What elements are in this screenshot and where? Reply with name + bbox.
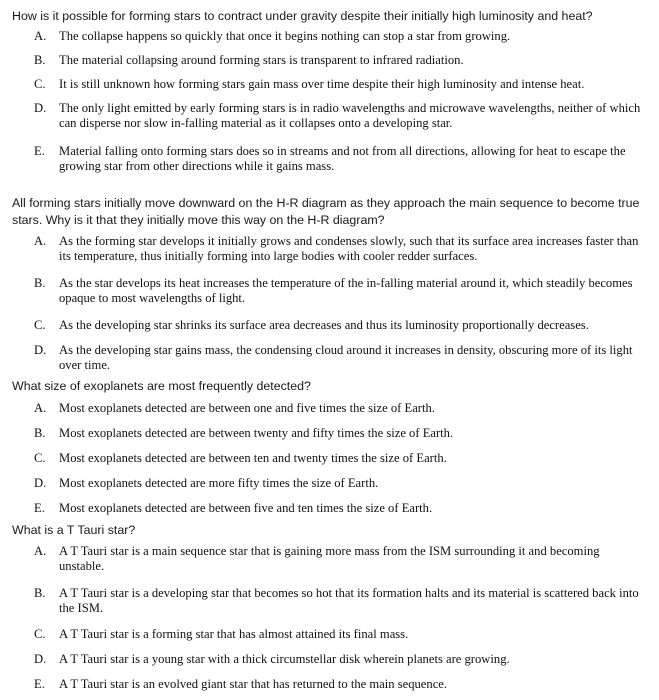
option-letter: D.: [34, 652, 47, 666]
question-3-option-a[interactable]: [34, 401, 645, 416]
question-3-option-c[interactable]: [34, 451, 645, 466]
question-3-option-b[interactable]: [34, 426, 645, 441]
question-2-option-c[interactable]: [34, 318, 645, 333]
option-letter: E.: [34, 677, 45, 691]
option-letter: C.: [34, 77, 46, 91]
option-letter: B.: [34, 53, 46, 67]
option-letter: D.: [34, 101, 47, 115]
question-1-text: How is it possible for forming stars to contract under gravity despite their initially high luminosity and heat?: [12, 9, 593, 23]
option-text: A T Tauri star is a young star with a thick circumstellar disk wherein planets are growing.: [59, 652, 510, 666]
question-1-option-c[interactable]: [34, 77, 645, 92]
option-text: A T Tauri star is a developing star that becomes so hot that its formation halts and its material is scattered back into the ISM.: [59, 586, 639, 615]
option-letter: E.: [34, 501, 45, 515]
option-text: Most exoplanets detected are more fifty times the size of Earth.: [59, 476, 379, 490]
question-4-option-b[interactable]: [34, 586, 645, 616]
question-1-option-d[interactable]: [34, 101, 645, 131]
option-text: As the developing star shrinks its surface area decreases and thus its luminosity proportionally decreases.: [59, 318, 589, 332]
option-letter: A.: [34, 544, 47, 558]
question-2-option-a[interactable]: [34, 234, 645, 264]
option-text: As the forming star develops it initially grows and condenses slowly, such that its surface area increases faster than its temperature, thus initially forming into large bodies with cooler redder surfaces.: [59, 234, 639, 263]
option-letter: D.: [34, 476, 47, 490]
option-text: As the star develops its heat increases the temperature of the in-falling material around it, which steadily becomes opaque to most wavelengths of light.: [59, 276, 633, 305]
option-text: Most exoplanets detected are between twenty and fifty times the size of Earth.: [59, 426, 454, 440]
question-2-option-b[interactable]: [34, 276, 645, 306]
option-text: Material falling onto forming stars does so in streams and not from all directions, allowing for heat to escape the growing star from other directions while it gains mass.: [59, 144, 626, 173]
option-letter: B.: [34, 426, 46, 440]
option-text: As the developing star gains mass, the condensing cloud around it increases in density, obscuring more of its light over time.: [59, 343, 633, 372]
question-1-option-b[interactable]: [34, 53, 645, 68]
question-4-option-a[interactable]: [34, 544, 645, 574]
question-1-option-a[interactable]: [34, 29, 645, 44]
option-letter: B.: [34, 276, 46, 290]
option-letter: E.: [34, 144, 45, 158]
option-letter: C.: [34, 318, 46, 332]
question-4-option-c[interactable]: [34, 627, 645, 642]
question-4-option-e[interactable]: [34, 677, 645, 692]
option-letter: C.: [34, 627, 46, 641]
option-letter: A.: [34, 401, 47, 415]
option-text: The only light emitted by early forming stars is in radio wavelengths and microwave wavelengths, neither of which can disperse nor slow in-falling material as it collapses onto a developing star.: [59, 101, 641, 130]
option-text: Most exoplanets detected are between one and five times the size of Earth.: [59, 401, 435, 415]
question-2-text: All forming stars initially move downward on the H-R diagram as they approach the main sequence to become true stars. Why is it that they initially move this way on the H-R diagram?: [12, 196, 640, 227]
option-letter: A.: [34, 29, 47, 43]
option-text: A T Tauri star is an evolved giant star that has returned to the main sequence.: [59, 677, 448, 691]
option-text: Most exoplanets detected are between ten and twenty times the size of Earth.: [59, 451, 447, 465]
option-text: A T Tauri star is a forming star that has almost attained its final mass.: [59, 627, 409, 641]
question-3-option-d[interactable]: [34, 476, 645, 491]
option-letter: D.: [34, 343, 47, 357]
question-4-option-d[interactable]: [34, 652, 645, 667]
question-2-option-d[interactable]: [34, 343, 645, 373]
option-letter: B.: [34, 586, 46, 600]
option-letter: A.: [34, 234, 47, 248]
option-letter: C.: [34, 451, 46, 465]
option-text: A T Tauri star is a main sequence star that is gaining more mass from the ISM surrounding it and becoming unstable.: [59, 544, 600, 573]
question-1-option-e[interactable]: [34, 144, 645, 174]
option-text: It is still unknown how forming stars gain mass over time despite their high luminosity and intense heat.: [59, 77, 585, 91]
question-4-text: What is a T Tauri star?: [12, 523, 136, 537]
option-text: Most exoplanets detected are between five and ten times the size of Earth.: [59, 501, 433, 515]
option-text: The material collapsing around forming stars is transparent to infrared radiation.: [59, 53, 464, 67]
question-3-text: What size of exoplanets are most frequently detected?: [12, 379, 311, 393]
question-3-option-e[interactable]: [34, 501, 645, 516]
option-text: The collapse happens so quickly that once it begins nothing can stop a star from growing.: [59, 29, 511, 43]
